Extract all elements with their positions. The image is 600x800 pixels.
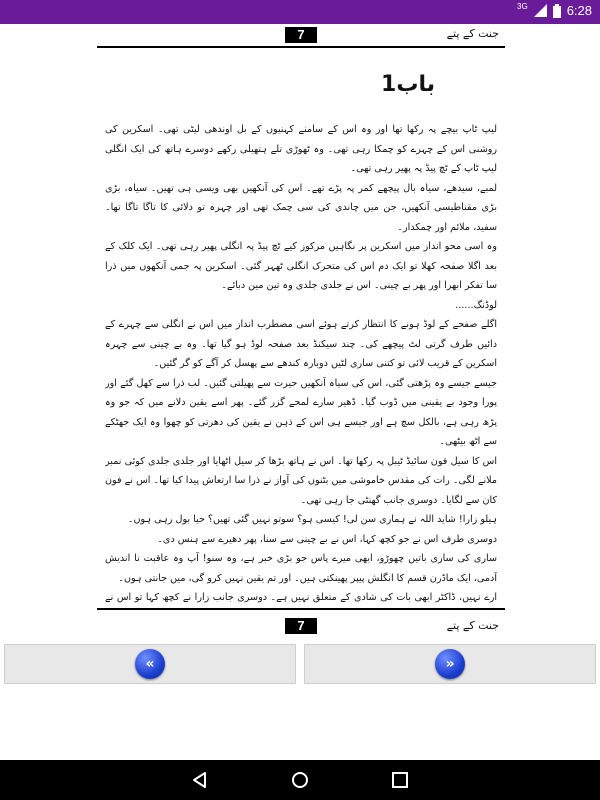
paragraph: ساری کی ساری باتیں چھوڑو، ابھی میرے پاس جو بڑی خبر ہے، وہ سنو! آپ وہ عاقبت نا اندیش آدمی، ایک ماڈرن قسم کا انگلش پیپر پھینکتی ہیں۔ اور تم یقین نہیں کرو گی، میں جانتی ہوں۔ xyxy=(105,553,497,584)
next-page-button[interactable] xyxy=(304,644,596,684)
book-page xyxy=(97,24,505,638)
paragraph: دوسری طرف اس نے جو کچھ کہا، اس نے بے چینی سے سنا، پھر دھیرے سے ہنس دی۔ xyxy=(157,533,497,545)
previous-page-button[interactable] xyxy=(4,644,296,684)
previous-arrow-icon: « xyxy=(135,649,165,679)
paragraph: لوڈنگ...... xyxy=(455,299,497,311)
home-icon[interactable] xyxy=(290,770,310,790)
paragraph: اگلے صفحے کے لوڈ ہونے کا انتظار کرتے ہوئے اسی مضطرب انداز میں اس نے انگلی سے چہرے کے دائیں طرف گرتی لٹ پیچھے کی۔ چند سیکنڈ بعد صفحہ لوڈ ہو گیا تھا۔ وہ بے چینی سے چہرہ اسکرین کے قریب لائی تو کتنی ساری لٹیں دوبارہ کندھے سے پھسل کر آگے کو گر گئیں۔ xyxy=(105,319,497,369)
back-icon[interactable] xyxy=(190,770,210,790)
status-bar xyxy=(0,0,600,24)
page-navigation xyxy=(0,638,600,700)
chapter-title: باب1 xyxy=(381,72,435,97)
signal-icon xyxy=(534,4,547,17)
status-icons xyxy=(517,3,592,18)
paragraph: لیپ ٹاپ بیچے پہ رکھا تھا اور وہ اس کے سامنے کہنیوں کے بل اوندھی لیٹی تھی۔ اسکرین کی روشنی اس کے چہرے کو چمکا رہی تھی۔ وہ ٹھوڑی تلے ہتھیلی رکھے دوسرے ہاتھ کی ایک انگلی لیپ ٹاپ کے ٹچ پیڈ پہ پھیر رہی تھی۔ xyxy=(105,124,497,174)
battery-icon xyxy=(553,4,561,18)
network-type: 3G xyxy=(517,2,528,11)
paragraph: اس کا سیل فون سائیڈ ٹیبل پہ رکھا تھا۔ اس نے ہاتھ بڑھا کر سیل اٹھایا اور جلدی جلدی کوئی نمبر ملانے لگی۔ رات کی مقدس خاموشی میں بٹنوں کی آواز نے ذرا سا ارتعاش پیدا کیا تھا۔ اس نے فون کان سے لگایا۔ دوسری جانب گھنٹی جا رہی تھی۔ xyxy=(105,455,497,506)
paragraph: وہ اسی محو انداز میں اسکرین پر نگاہیں مرکوز کیے ٹچ پیڈ پہ انگلی پھیر رہی تھی۔ ایک کلک کے بعد اگلا صفحہ کھلا تو ایک دم اس کی متحرک انگلی ٹھہر گئی۔ اسکرین پہ جمی آنکھوں میں ذرا سا تفکر ابھرا اور پھر بے چینی۔ اس نے جلدی جلدی وہ تین مین دبائے۔ xyxy=(105,241,497,291)
system-navigation-bar xyxy=(0,760,600,800)
header-page-number: 7 xyxy=(285,27,317,43)
header-book-title: جنت کے پتے xyxy=(446,27,499,40)
paragraph: ارے نہیں، ڈاکٹر ابھی بات کی شادی کے متعلق نہیں ہے۔ دوسری جانب زارا نے کچھ کہا تو اس نے xyxy=(105,592,497,603)
footer-book-title: جنت کے پتے xyxy=(446,619,499,632)
paragraph: ہیلو زارا! شاید اللہ نے ہماری سن لی! کیسی ہو؟ سوتو نہیں گئی تھیں؟ حیا بول رہی ہوں۔ xyxy=(127,514,497,525)
chapter-text xyxy=(105,120,497,604)
footer-page-number: 7 xyxy=(285,618,317,634)
clock: 6:28 xyxy=(566,3,592,18)
page-footer xyxy=(97,608,505,638)
page-header xyxy=(97,24,505,48)
recent-apps-icon[interactable] xyxy=(390,770,410,790)
next-arrow-icon: » xyxy=(435,649,465,679)
paragraph: لمبے، سیدھے، سیاہ بال پیچھے کمر پہ پڑے تھے۔ اس کی آنکھیں بھی ویسی ہی تھیں۔ سیاہ، بڑی بڑی مقناطیسی آنکھیں، جن میں چاندی کی سی چمک تھی اور چہرہ تو دلائی کا تاگا تاگا تھا۔ سفید، ملائم اور چمکدار۔ xyxy=(105,182,497,233)
paragraph: جیسے جیسے وہ پڑھتی گئی، اس کی سیاہ آنکھیں حیرت سے پھیلتی گئیں۔ لب ذرا سے کھل گئے اور پورا وجود بے یقینی میں ڈوب گیا۔ ڈھیر سارے لمحے گزر گئے۔ پھر اسے یقین دلانے میں کہ جو وہ پڑھ رہی ہے، بالکل سچ ہے اور جیسے ہی اس کے ذہن نے یقین کی دھرتی کو چھوا وہ ایک جھٹکے سے اٹھ بیٹھی۔ xyxy=(105,377,497,447)
